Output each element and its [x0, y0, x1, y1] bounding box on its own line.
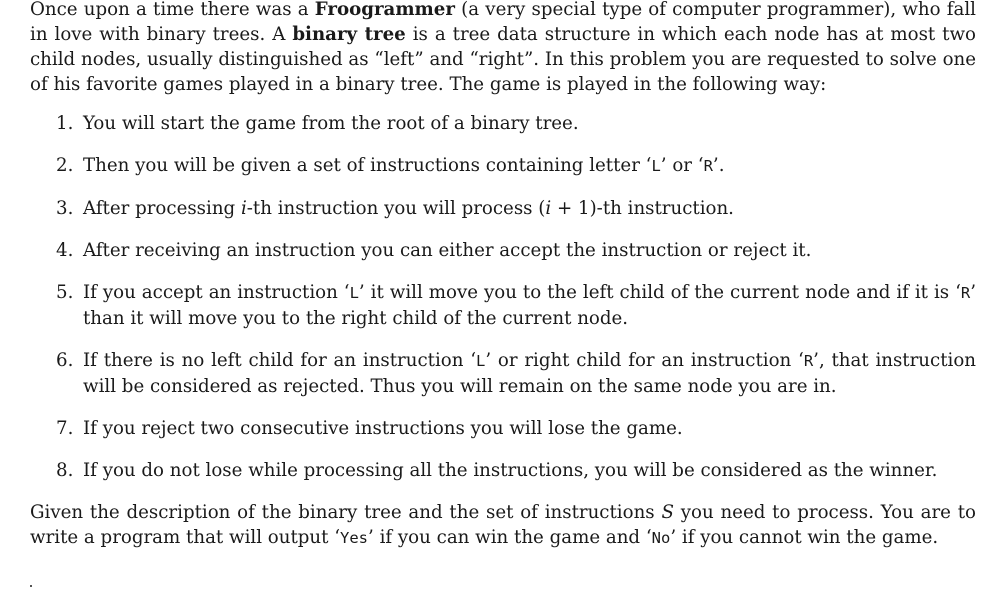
rule-number: 1. [56, 113, 74, 134]
rule-text-b: -th instruction you will process ( [246, 198, 546, 219]
closing-text-a: Given the description of the binary tree and the set of instructions [30, 502, 662, 523]
instruction-letter-l: L [476, 352, 486, 370]
closing-text-c: ’ if you can win the game and ‘ [368, 527, 652, 548]
rule-item-6 [30, 348, 976, 399]
rule-text-a: If there is no left child for an instruction ‘ [83, 350, 476, 371]
instruction-letter-l: L [349, 284, 359, 302]
rule-number: 4. [56, 240, 74, 261]
closing-paragraph [30, 500, 976, 551]
instruction-letter-r: R [803, 352, 814, 370]
instruction-letter-r: R [960, 284, 971, 302]
rule-text-c: ’, that instruction will be considered as rejected. Thus you will remain on the same node you are in. [83, 350, 976, 397]
rule-text-c: ’. [712, 155, 725, 176]
rule-text: You will start the game from the root of a binary tree. [83, 113, 579, 134]
rule-text-b: ’ or ‘ [660, 155, 704, 176]
output-yes: Yes [340, 529, 369, 547]
rule-text-b: ’ or right child for an instruction ‘ [485, 350, 804, 371]
rule-item-2 [30, 153, 976, 179]
rule-text-b: ’ it will move you to the left child of the current node and if it is ‘ [358, 282, 961, 303]
rule-item-7 [30, 416, 976, 441]
rule-number: 2. [56, 155, 74, 176]
intro-paragraph [30, 0, 976, 97]
math-var-s: S [661, 502, 674, 523]
rule-number: 7. [56, 418, 74, 439]
math-var-i: i [240, 198, 247, 219]
binary-tree-term: binary tree [292, 24, 406, 45]
rule-number: 6. [56, 350, 74, 371]
rule-item-5 [30, 280, 976, 331]
rule-text-a: Then you will be given a set of instructions containing letter ‘ [83, 155, 652, 176]
rule-text-c: ’ than it will move you to the right child of the current node. [83, 282, 976, 329]
intro-text-1: Once upon a time there was a [30, 0, 315, 20]
output-no: No [651, 529, 671, 547]
rule-item-8 [30, 458, 976, 483]
rule-text: After receiving an instruction you can either accept the instruction or reject it. [83, 240, 812, 261]
stray-mark [30, 585, 32, 587]
rules-list [30, 111, 976, 483]
rule-item-4 [30, 238, 976, 263]
rule-text-c: + 1)-th instruction. [551, 198, 734, 219]
rule-item-1 [30, 111, 976, 136]
math-var-i: i [545, 198, 552, 219]
instruction-letter-r: R [703, 157, 713, 175]
closing-text-b: you need to process. You are to write a program that will output ‘ [30, 502, 976, 548]
rule-text: If you reject two consecutive instructions you will lose the game. [83, 418, 683, 439]
intro-text-2: (a very special type of computer programmer), who fall in love with binary trees. A [30, 0, 976, 45]
rule-number: 8. [56, 460, 74, 481]
rule-item-3 [30, 196, 976, 221]
intro-text-3: is a tree data structure in which each node has at most two child nodes, usually distinguished as “left” and “right”. In this problem you are requested to solve one of his favorite games played in a binary tree. The game is played in the following way: [30, 24, 977, 95]
rule-text-a: If you accept an instruction ‘ [83, 282, 350, 303]
rule-number: 3. [56, 198, 74, 219]
rule-number: 5. [56, 282, 74, 303]
closing-text-d: ’ if you cannot win the game. [670, 527, 939, 548]
instruction-letter-l: L [651, 157, 661, 175]
rule-text-a: After processing [83, 198, 241, 219]
rule-text: If you do not lose while processing all the instructions, you will be considered as the winner. [83, 460, 938, 481]
froogrammer-term: Froogrammer [314, 0, 455, 20]
